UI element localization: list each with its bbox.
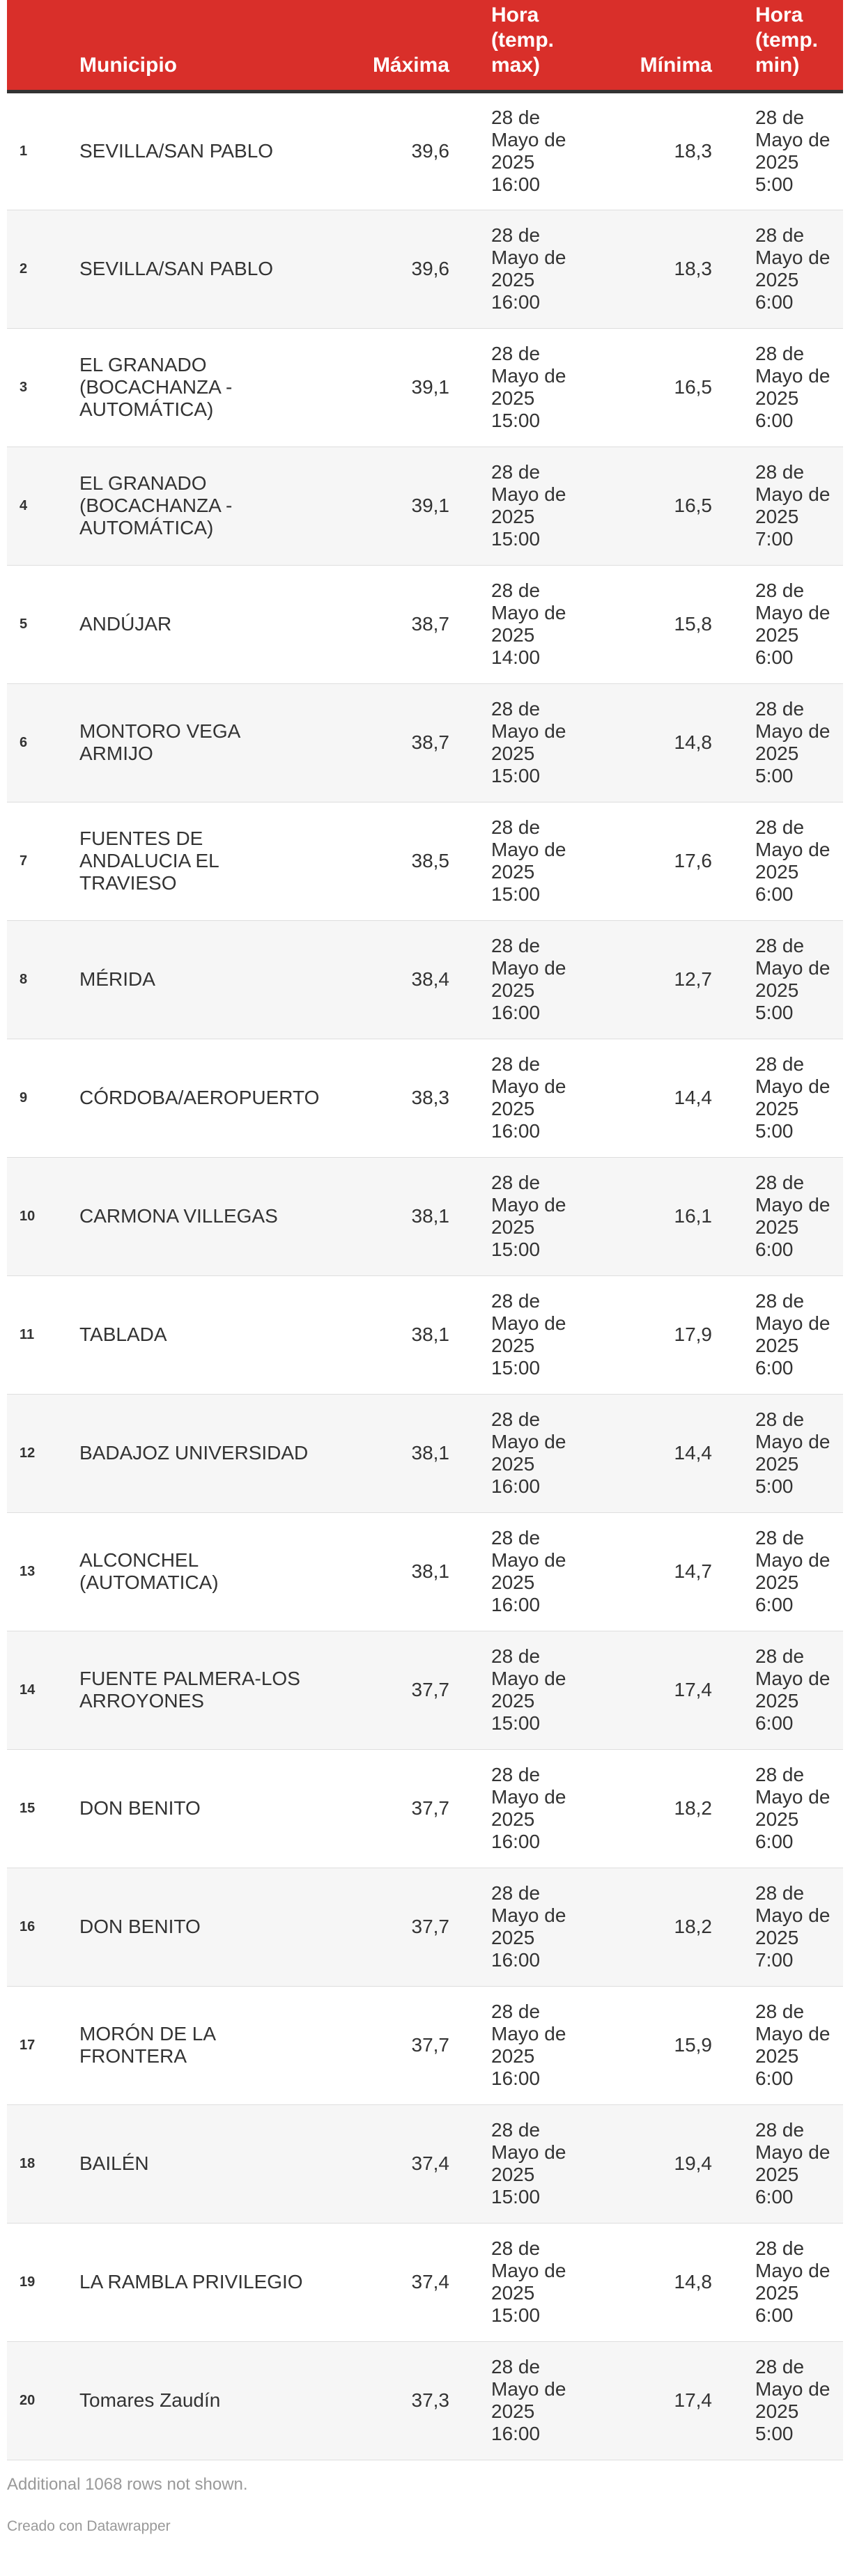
cell-hora-min — [755, 1512, 843, 1631]
cell-maxima: 38,3 — [365, 1039, 449, 1157]
cell-rank: 20 — [7, 2341, 79, 2460]
cell-hora-min-text: 28 de Mayo de 2025 5:00 — [755, 698, 830, 786]
table-row — [7, 1631, 843, 1749]
cell-gap — [712, 1986, 755, 2104]
cell-hora-min-text: 28 de Mayo de 2025 5:00 — [755, 2356, 830, 2444]
header-gap — [449, 0, 491, 91]
cell-hora-max — [491, 2104, 621, 2223]
cell-minima: 17,9 — [621, 1275, 712, 1394]
cell-municipio — [79, 802, 365, 920]
cell-maxima: 37,7 — [365, 1749, 449, 1868]
cell-hora-min-text: 28 de Mayo de 2025 6:00 — [755, 1527, 830, 1615]
cell-minima: 17,6 — [621, 802, 712, 920]
cell-maxima: 39,1 — [365, 447, 449, 565]
header-hora-min-label: Hora (temp. min) — [755, 3, 818, 77]
table-row — [7, 1986, 843, 2104]
cell-hora-max-text: 28 de Mayo de 2025 16:00 — [491, 1409, 566, 1497]
cell-hora-max-text: 28 de Mayo de 2025 16:00 — [491, 1882, 566, 1971]
cell-municipio-text: SEVILLA/SAN PABLO — [79, 258, 274, 279]
cell-gap — [712, 1749, 755, 1868]
cell-municipio-text: BADAJOZ UNIVERSIDAD — [79, 1442, 309, 1464]
cell-gap — [712, 91, 755, 210]
table-row — [7, 1157, 843, 1275]
cell-hora-min — [755, 1394, 843, 1512]
cell-municipio — [79, 1275, 365, 1394]
cell-rank: 17 — [7, 1986, 79, 2104]
cell-municipio-text: FUENTES DE ANDALUCIA EL TRAVIESO — [79, 828, 219, 894]
cell-hora-min-text: 28 de Mayo de 2025 5:00 — [755, 1409, 830, 1497]
cell-hora-max — [491, 91, 621, 210]
cell-maxima: 38,1 — [365, 1157, 449, 1275]
header-hora-min[interactable] — [755, 0, 843, 91]
cell-municipio-text: EL GRANADO (BOCACHANZA - AUTOMÁTICA) — [79, 472, 233, 538]
cell-minima: 15,9 — [621, 1986, 712, 2104]
cell-hora-min — [755, 565, 843, 683]
cell-maxima: 38,1 — [365, 1394, 449, 1512]
cell-hora-max — [491, 683, 621, 802]
cell-maxima: 38,7 — [365, 565, 449, 683]
cell-maxima: 37,3 — [365, 2341, 449, 2460]
cell-hora-min-text: 28 de Mayo de 2025 6:00 — [755, 2001, 830, 2089]
cell-gap — [712, 1039, 755, 1157]
cell-gap — [449, 1394, 491, 1512]
cell-maxima: 39,6 — [365, 210, 449, 328]
cell-gap — [712, 328, 755, 447]
cell-municipio-text: LA RAMBLA PRIVILEGIO — [79, 2271, 303, 2292]
header-municipio[interactable]: Municipio — [79, 0, 365, 91]
cell-municipio-text: MÉRIDA — [79, 968, 155, 990]
cell-hora-min-text: 28 de Mayo de 2025 6:00 — [755, 580, 830, 668]
cell-rank: 19 — [7, 2223, 79, 2341]
cell-gap — [712, 2341, 755, 2460]
cell-municipio-text: MONTORO VEGA ARMIJO — [79, 720, 240, 764]
cell-municipio — [79, 2223, 365, 2341]
cell-municipio — [79, 1868, 365, 1986]
cell-municipio — [79, 683, 365, 802]
cell-hora-max-text: 28 de Mayo de 2025 16:00 — [491, 1053, 566, 1142]
cell-hora-max — [491, 1512, 621, 1631]
cell-hora-min-text: 28 de Mayo de 2025 7:00 — [755, 1882, 830, 1971]
cell-hora-max-text: 28 de Mayo de 2025 15:00 — [491, 1645, 566, 1734]
cell-rank: 15 — [7, 1749, 79, 1868]
cell-hora-min-text: 28 de Mayo de 2025 6:00 — [755, 343, 830, 431]
table-row — [7, 683, 843, 802]
cell-maxima: 37,7 — [365, 1986, 449, 2104]
cell-minima: 14,8 — [621, 2223, 712, 2341]
cell-hora-max-text: 28 de Mayo de 2025 15:00 — [491, 816, 566, 905]
cell-hora-max-text: 28 de Mayo de 2025 16:00 — [491, 935, 566, 1023]
cell-gap — [712, 2223, 755, 2341]
temperature-table — [7, 0, 843, 2460]
cell-hora-max-text: 28 de Mayo de 2025 15:00 — [491, 698, 566, 786]
cell-maxima: 38,1 — [365, 1512, 449, 1631]
header-minima[interactable]: Mínima — [621, 0, 712, 91]
cell-minima: 18,3 — [621, 210, 712, 328]
cell-rank: 14 — [7, 1631, 79, 1749]
cell-gap — [449, 2341, 491, 2460]
cell-minima: 18,3 — [621, 91, 712, 210]
table-row — [7, 802, 843, 920]
cell-minima: 15,8 — [621, 565, 712, 683]
cell-hora-min — [755, 2223, 843, 2341]
cell-hora-min — [755, 1749, 843, 1868]
cell-hora-min — [755, 447, 843, 565]
cell-hora-max — [491, 328, 621, 447]
cell-gap — [449, 1868, 491, 1986]
cell-rank: 12 — [7, 1394, 79, 1512]
cell-hora-min-text: 28 de Mayo de 2025 6:00 — [755, 224, 830, 313]
cell-hora-min-text: 28 de Mayo de 2025 6:00 — [755, 1764, 830, 1852]
cell-gap — [449, 802, 491, 920]
cell-gap — [449, 1039, 491, 1157]
cell-gap — [712, 1394, 755, 1512]
cell-municipio-text: DON BENITO — [79, 1916, 201, 1937]
cell-municipio — [79, 565, 365, 683]
cell-hora-max — [491, 2341, 621, 2460]
cell-rank: 10 — [7, 1157, 79, 1275]
cell-maxima: 38,5 — [365, 802, 449, 920]
cell-rank: 7 — [7, 802, 79, 920]
cell-gap — [712, 683, 755, 802]
header-gap — [712, 0, 755, 91]
cell-gap — [449, 1986, 491, 2104]
cell-hora-min — [755, 210, 843, 328]
cell-gap — [449, 1512, 491, 1631]
cell-minima: 17,4 — [621, 1631, 712, 1749]
cell-hora-min-text: 28 de Mayo de 2025 6:00 — [755, 816, 830, 905]
cell-hora-min — [755, 802, 843, 920]
table-row — [7, 1512, 843, 1631]
cell-municipio-text: CARMONA VILLEGAS — [79, 1205, 278, 1227]
cell-maxima: 37,4 — [365, 2104, 449, 2223]
header-hora-max[interactable] — [491, 0, 621, 91]
cell-hora-max — [491, 1986, 621, 2104]
datawrapper-credit[interactable]: Creado con Datawrapper — [7, 2517, 171, 2534]
cell-gap — [449, 2104, 491, 2223]
cell-minima: 18,2 — [621, 1749, 712, 1868]
cell-gap — [449, 683, 491, 802]
cell-maxima: 38,7 — [365, 683, 449, 802]
cell-municipio-text: SEVILLA/SAN PABLO — [79, 140, 274, 162]
cell-hora-max-text: 28 de Mayo de 2025 15:00 — [491, 2237, 566, 2326]
table-header — [7, 0, 843, 91]
cell-minima: 14,4 — [621, 1039, 712, 1157]
cell-municipio — [79, 1631, 365, 1749]
cell-hora-max — [491, 1275, 621, 1394]
cell-maxima: 37,7 — [365, 1631, 449, 1749]
cell-municipio — [79, 210, 365, 328]
header-maxima[interactable]: Máxima — [365, 0, 449, 91]
cell-minima: 16,1 — [621, 1157, 712, 1275]
cell-hora-max-text: 28 de Mayo de 2025 16:00 — [491, 107, 566, 195]
cell-gap — [712, 565, 755, 683]
cell-municipio — [79, 920, 365, 1039]
cell-maxima: 37,7 — [365, 1868, 449, 1986]
cell-minima: 12,7 — [621, 920, 712, 1039]
cell-maxima: 38,4 — [365, 920, 449, 1039]
cell-hora-min — [755, 2341, 843, 2460]
cell-municipio — [79, 91, 365, 210]
cell-hora-max-text: 28 de Mayo de 2025 15:00 — [491, 1172, 566, 1260]
cell-rank: 9 — [7, 1039, 79, 1157]
table-row — [7, 1394, 843, 1512]
cell-hora-max — [491, 1868, 621, 1986]
cell-municipio — [79, 1039, 365, 1157]
cell-hora-max-text: 28 de Mayo de 2025 15:00 — [491, 343, 566, 431]
table-row — [7, 1275, 843, 1394]
cell-hora-min — [755, 91, 843, 210]
cell-gap — [449, 1631, 491, 1749]
cell-gap — [712, 1157, 755, 1275]
cell-hora-min-text: 28 de Mayo de 2025 6:00 — [755, 2237, 830, 2326]
cell-hora-max-text: 28 de Mayo de 2025 16:00 — [491, 2001, 566, 2089]
cell-hora-min — [755, 1868, 843, 1986]
cell-hora-min-text: 28 de Mayo de 2025 5:00 — [755, 1053, 830, 1142]
header-rank — [7, 0, 79, 91]
cell-gap — [449, 565, 491, 683]
cell-hora-min-text: 28 de Mayo de 2025 7:00 — [755, 461, 830, 550]
cell-maxima: 37,4 — [365, 2223, 449, 2341]
cell-gap — [449, 210, 491, 328]
table-row — [7, 920, 843, 1039]
cell-hora-max — [491, 1039, 621, 1157]
cell-municipio — [79, 328, 365, 447]
cell-municipio — [79, 1394, 365, 1512]
table-row — [7, 210, 843, 328]
cell-hora-min-text: 28 de Mayo de 2025 6:00 — [755, 1172, 830, 1260]
cell-minima: 18,2 — [621, 1868, 712, 1986]
header-hora-max-label: Hora (temp. max) — [491, 3, 554, 77]
cell-hora-max — [491, 1631, 621, 1749]
cell-hora-min-text: 28 de Mayo de 2025 6:00 — [755, 1290, 830, 1379]
cell-rank: 4 — [7, 447, 79, 565]
cell-hora-min-text: 28 de Mayo de 2025 5:00 — [755, 107, 830, 195]
table-row — [7, 1749, 843, 1868]
table-container — [7, 0, 843, 2536]
cell-gap — [449, 1157, 491, 1275]
cell-gap — [712, 210, 755, 328]
cell-municipio-text: FUENTE PALMERA-LOS ARROYONES — [79, 1668, 300, 1712]
cell-hora-max-text: 28 de Mayo de 2025 16:00 — [491, 2356, 566, 2444]
cell-gap — [712, 1275, 755, 1394]
cell-minima: 16,5 — [621, 328, 712, 447]
cell-gap — [712, 1631, 755, 1749]
cell-hora-min — [755, 1275, 843, 1394]
table-row — [7, 565, 843, 683]
table-row — [7, 1868, 843, 1986]
cell-municipio — [79, 447, 365, 565]
cell-maxima: 39,1 — [365, 328, 449, 447]
cell-rank: 8 — [7, 920, 79, 1039]
cell-gap — [712, 447, 755, 565]
cell-rank: 6 — [7, 683, 79, 802]
table-row — [7, 91, 843, 210]
cell-gap — [449, 91, 491, 210]
cell-hora-max — [491, 1749, 621, 1868]
header-row — [7, 0, 843, 91]
cell-rank: 1 — [7, 91, 79, 210]
cell-municipio — [79, 2104, 365, 2223]
cell-hora-min — [755, 683, 843, 802]
cell-rank: 18 — [7, 2104, 79, 2223]
cell-hora-min — [755, 920, 843, 1039]
cell-hora-max-text: 28 de Mayo de 2025 15:00 — [491, 1290, 566, 1379]
cell-municipio — [79, 1157, 365, 1275]
cell-maxima: 38,1 — [365, 1275, 449, 1394]
cell-hora-min — [755, 1986, 843, 2104]
cell-hora-max-text: 28 de Mayo de 2025 15:00 — [491, 2119, 566, 2208]
cell-rank: 16 — [7, 1868, 79, 1986]
cell-municipio-text: TABLADA — [79, 1324, 167, 1345]
cell-hora-min-text: 28 de Mayo de 2025 5:00 — [755, 935, 830, 1023]
cell-rank: 13 — [7, 1512, 79, 1631]
cell-rank: 11 — [7, 1275, 79, 1394]
table-row — [7, 2341, 843, 2460]
cell-gap — [449, 447, 491, 565]
cell-gap — [712, 2104, 755, 2223]
cell-hora-min — [755, 2104, 843, 2223]
cell-rank: 2 — [7, 210, 79, 328]
cell-municipio — [79, 1986, 365, 2104]
cell-minima: 14,4 — [621, 1394, 712, 1512]
cell-maxima: 39,6 — [365, 91, 449, 210]
cell-hora-max-text: 28 de Mayo de 2025 16:00 — [491, 224, 566, 313]
cell-gap — [712, 920, 755, 1039]
cell-minima: 14,7 — [621, 1512, 712, 1631]
cell-hora-max — [491, 447, 621, 565]
cell-hora-min — [755, 1631, 843, 1749]
cell-hora-max — [491, 210, 621, 328]
cell-minima: 19,4 — [621, 2104, 712, 2223]
table-row — [7, 1039, 843, 1157]
cell-gap — [712, 1868, 755, 1986]
cell-hora-max-text: 28 de Mayo de 2025 16:00 — [491, 1764, 566, 1852]
cell-municipio-text: BAILÉN — [79, 2152, 149, 2174]
cell-hora-max-text: 28 de Mayo de 2025 14:00 — [491, 580, 566, 668]
cell-hora-max — [491, 1157, 621, 1275]
rows-not-shown-note: Additional 1068 rows not shown. — [7, 2474, 248, 2494]
cell-minima: 14,8 — [621, 683, 712, 802]
cell-hora-max — [491, 920, 621, 1039]
cell-hora-max-text: 28 de Mayo de 2025 15:00 — [491, 461, 566, 550]
cell-hora-min-text: 28 de Mayo de 2025 6:00 — [755, 2119, 830, 2208]
cell-gap — [712, 1512, 755, 1631]
cell-hora-max — [491, 802, 621, 920]
cell-hora-min — [755, 1157, 843, 1275]
cell-municipio-text: EL GRANADO (BOCACHANZA - AUTOMÁTICA) — [79, 354, 233, 420]
cell-hora-max-text: 28 de Mayo de 2025 16:00 — [491, 1527, 566, 1615]
table-row — [7, 447, 843, 565]
cell-municipio-text: ALCONCHEL (AUTOMATICA) — [79, 1549, 219, 1593]
cell-gap — [449, 1749, 491, 1868]
cell-hora-min — [755, 328, 843, 447]
cell-municipio — [79, 2341, 365, 2460]
cell-municipio-text: CÓRDOBA/AEROPUERTO — [79, 1087, 320, 1108]
cell-municipio-text: ANDÚJAR — [79, 613, 172, 635]
cell-municipio-text: Tomares Zaudín — [79, 2389, 221, 2411]
table-row — [7, 2223, 843, 2341]
cell-gap — [449, 328, 491, 447]
cell-municipio — [79, 1512, 365, 1631]
cell-municipio — [79, 1749, 365, 1868]
cell-municipio-text: DON BENITO — [79, 1797, 201, 1819]
cell-rank: 5 — [7, 565, 79, 683]
cell-hora-max — [491, 565, 621, 683]
cell-gap — [449, 2223, 491, 2341]
table-row — [7, 2104, 843, 2223]
cell-gap — [449, 1275, 491, 1394]
cell-hora-max — [491, 1394, 621, 1512]
cell-minima: 17,4 — [621, 2341, 712, 2460]
table-body — [7, 91, 843, 2460]
cell-minima: 16,5 — [621, 447, 712, 565]
cell-hora-min — [755, 1039, 843, 1157]
cell-municipio-text: MORÓN DE LA FRONTERA — [79, 2023, 215, 2067]
cell-gap — [712, 802, 755, 920]
cell-rank: 3 — [7, 328, 79, 447]
cell-gap — [449, 920, 491, 1039]
cell-hora-min-text: 28 de Mayo de 2025 6:00 — [755, 1645, 830, 1734]
table-row — [7, 328, 843, 447]
cell-hora-max — [491, 2223, 621, 2341]
